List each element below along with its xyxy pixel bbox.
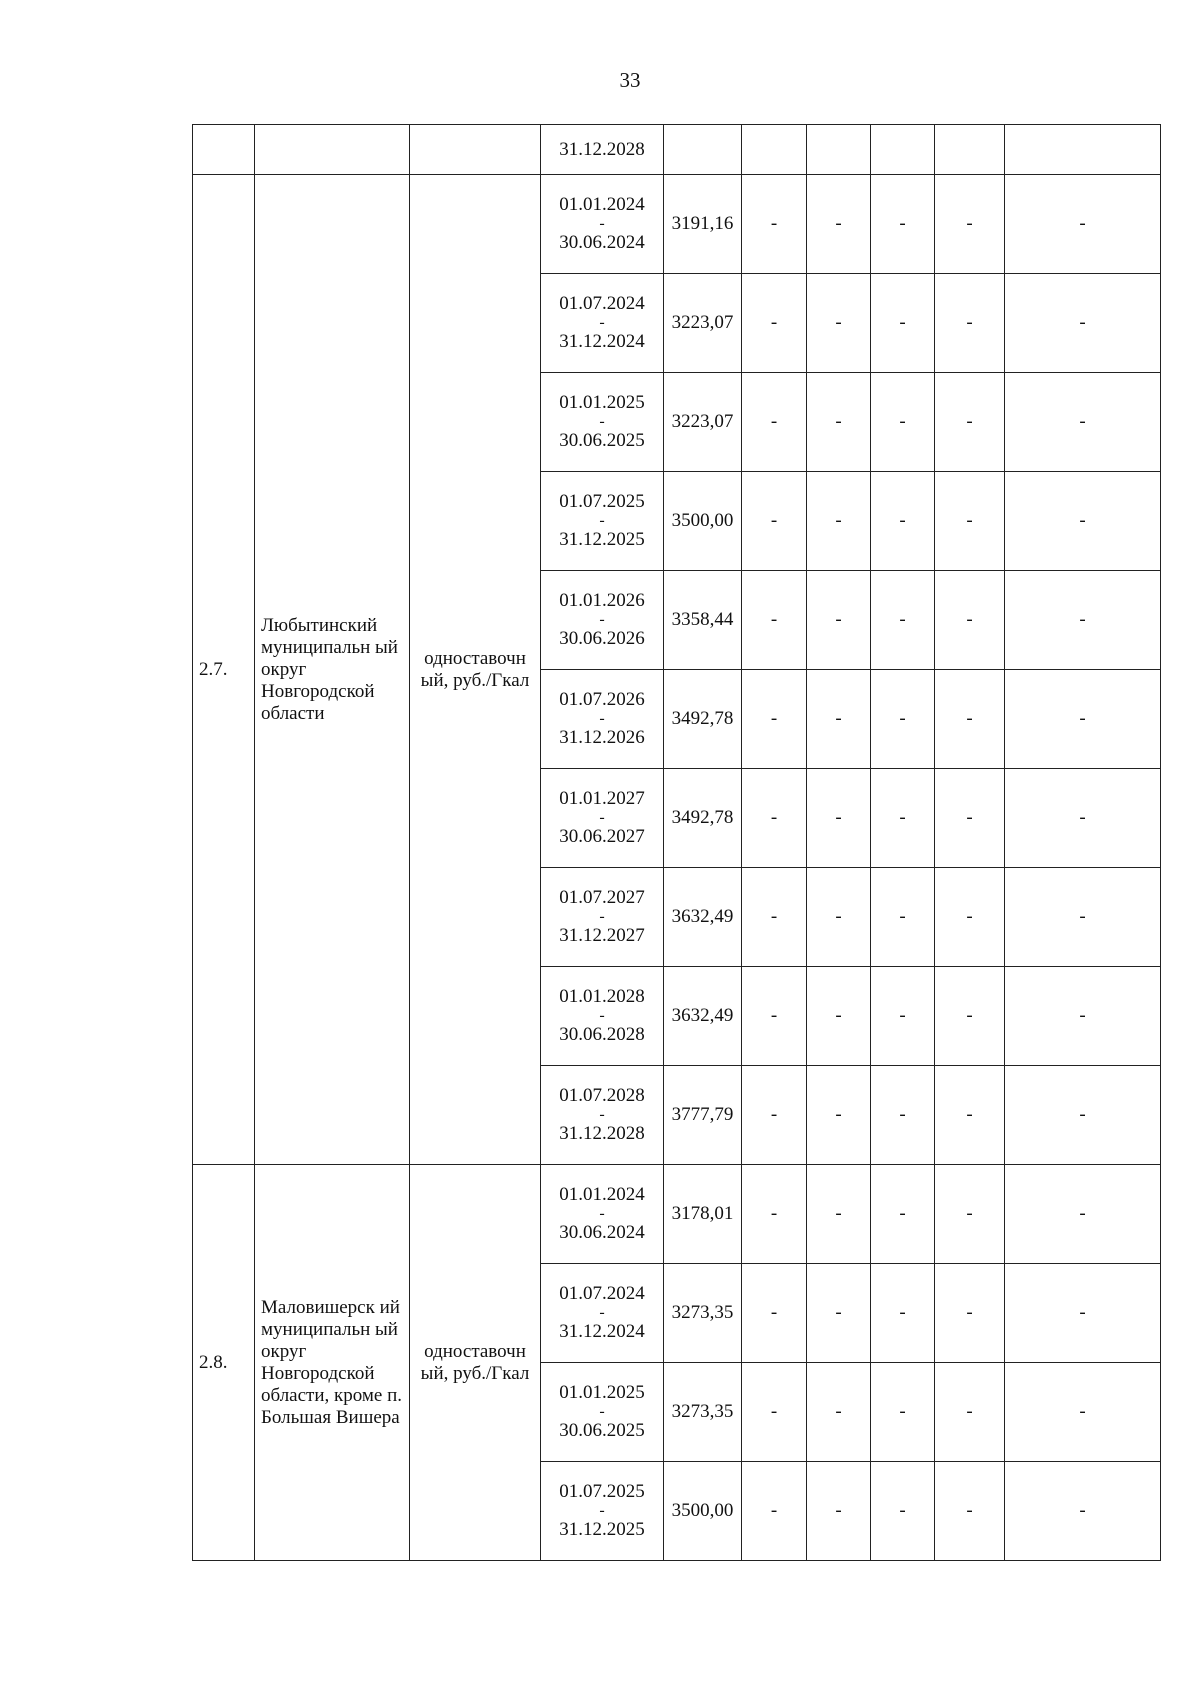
period-from: 01.01.2024 — [559, 194, 645, 215]
empty-value-cell: - — [807, 1462, 871, 1561]
section-number: 2.8. — [193, 1165, 255, 1561]
empty-value-cell: - — [742, 472, 807, 571]
period-cell — [541, 373, 664, 472]
period-separator: - — [599, 512, 605, 529]
empty-value-cell: - — [871, 1462, 935, 1561]
empty-value-cell: - — [742, 274, 807, 373]
period-cell — [541, 769, 664, 868]
cell-extra — [871, 125, 935, 175]
cell-extra — [935, 125, 1005, 175]
period-to: 31.12.2027 — [559, 925, 645, 946]
empty-value-cell: - — [935, 571, 1005, 670]
empty-value-cell: - — [1005, 175, 1161, 274]
period-from: 01.01.2024 — [559, 1184, 645, 1205]
empty-value-cell: - — [935, 1462, 1005, 1561]
empty-value-cell: - — [935, 1165, 1005, 1264]
empty-value-cell: - — [742, 868, 807, 967]
tariff-value: 3273,35 — [664, 1363, 742, 1462]
section-name: Маловишерск ий муниципальн ый округ Новгородской области, кроме п. Большая Вишера — [255, 1165, 410, 1561]
period-from: 01.07.2026 — [559, 689, 645, 710]
tariff-table — [192, 124, 1161, 1561]
tariff-value: 3492,78 — [664, 670, 742, 769]
empty-value-cell: - — [742, 1462, 807, 1561]
empty-value-cell: - — [742, 769, 807, 868]
empty-value-cell: - — [1005, 670, 1161, 769]
period-from: 01.01.2025 — [559, 1382, 645, 1403]
period-separator: - — [599, 710, 605, 727]
tariff-type: одноставочн ый, руб./Гкал — [410, 1165, 541, 1561]
period-to: 31.12.2028 — [559, 1123, 645, 1144]
empty-value-cell: - — [1005, 967, 1161, 1066]
tariff-type: одноставочн ый, руб./Гкал — [410, 175, 541, 1165]
period-cell — [541, 472, 664, 571]
empty-value-cell: - — [871, 868, 935, 967]
empty-value-cell: - — [742, 967, 807, 1066]
period-cell — [541, 1066, 664, 1165]
period-from: 01.01.2026 — [559, 590, 645, 611]
period-separator: - — [599, 314, 605, 331]
empty-value-cell: - — [1005, 1165, 1161, 1264]
page-number: 33 — [619, 68, 641, 92]
period-from: 01.01.2028 — [559, 986, 645, 1007]
empty-value-cell: - — [1005, 868, 1161, 967]
empty-value-cell: - — [871, 175, 935, 274]
empty-value-cell: - — [871, 1066, 935, 1165]
empty-value-cell: - — [871, 670, 935, 769]
cell-period: 31.12.2028 — [541, 125, 664, 175]
period-to: 30.06.2024 — [559, 1222, 645, 1243]
period-separator: - — [599, 1205, 605, 1222]
period-to: 30.06.2027 — [559, 826, 645, 847]
period-to: 31.12.2026 — [559, 727, 645, 748]
empty-value-cell: - — [871, 769, 935, 868]
empty-value-cell: - — [871, 373, 935, 472]
period-cell — [541, 571, 664, 670]
tariff-value: 3223,07 — [664, 274, 742, 373]
cell-value — [664, 125, 742, 175]
period-to: 30.06.2026 — [559, 628, 645, 649]
period-from: 01.01.2025 — [559, 392, 645, 413]
section-name: Любытинский муниципальн ый округ Новгородской области — [255, 175, 410, 1165]
empty-value-cell: - — [742, 175, 807, 274]
empty-value-cell: - — [1005, 571, 1161, 670]
empty-value-cell: - — [742, 571, 807, 670]
empty-value-cell: - — [742, 373, 807, 472]
empty-value-cell: - — [871, 967, 935, 1066]
period-to: 31.12.2025 — [559, 529, 645, 550]
tariff-value: 3178,01 — [664, 1165, 742, 1264]
empty-value-cell: - — [742, 1264, 807, 1363]
empty-value-cell: - — [807, 1363, 871, 1462]
empty-value-cell: - — [1005, 1066, 1161, 1165]
tariff-value: 3500,00 — [664, 472, 742, 571]
empty-value-cell: - — [1005, 1264, 1161, 1363]
period-separator: - — [599, 1106, 605, 1123]
period-cell — [541, 274, 664, 373]
empty-value-cell: - — [871, 472, 935, 571]
period-to: 31.12.2024 — [559, 331, 645, 352]
period-cell — [541, 1165, 664, 1264]
period-from: 01.07.2024 — [559, 1283, 645, 1304]
period-from: 01.07.2024 — [559, 293, 645, 314]
period-separator: - — [599, 1304, 605, 1321]
empty-value-cell: - — [871, 1165, 935, 1264]
empty-value-cell: - — [935, 967, 1005, 1066]
period-to: 30.06.2024 — [559, 232, 645, 253]
table-row-continuation — [193, 125, 1161, 175]
empty-value-cell: - — [742, 1165, 807, 1264]
period-separator: - — [599, 1403, 605, 1420]
tariff-value: 3500,00 — [664, 1462, 742, 1561]
empty-value-cell: - — [935, 175, 1005, 274]
period-to: 30.06.2025 — [559, 1420, 645, 1441]
table-row — [193, 175, 1161, 274]
period-to: 30.06.2028 — [559, 1024, 645, 1045]
tariff-value: 3632,49 — [664, 967, 742, 1066]
period-to: 31.12.2024 — [559, 1321, 645, 1342]
empty-value-cell: - — [807, 274, 871, 373]
period-cell — [541, 670, 664, 769]
period-separator: - — [599, 1502, 605, 1519]
empty-value-cell: - — [807, 868, 871, 967]
empty-value-cell: - — [807, 472, 871, 571]
period-cell — [541, 1264, 664, 1363]
tariff-value: 3492,78 — [664, 769, 742, 868]
empty-value-cell: - — [807, 1264, 871, 1363]
empty-value-cell: - — [1005, 1462, 1161, 1561]
empty-value-cell: - — [935, 1066, 1005, 1165]
period-separator: - — [599, 611, 605, 628]
period-cell — [541, 1363, 664, 1462]
period-from: 01.07.2028 — [559, 1085, 645, 1106]
empty-value-cell: - — [807, 967, 871, 1066]
tariff-table-body — [193, 125, 1161, 1561]
period-cell — [541, 868, 664, 967]
empty-value-cell: - — [742, 1363, 807, 1462]
period-from: 01.01.2027 — [559, 788, 645, 809]
table-row — [193, 1165, 1161, 1264]
empty-value-cell: - — [742, 1066, 807, 1165]
tariff-value: 3632,49 — [664, 868, 742, 967]
empty-value-cell: - — [935, 769, 1005, 868]
empty-value-cell: - — [935, 1363, 1005, 1462]
tariff-value: 3223,07 — [664, 373, 742, 472]
period-separator: - — [599, 413, 605, 430]
period-cell — [541, 967, 664, 1066]
empty-value-cell: - — [871, 274, 935, 373]
cell-name — [255, 125, 410, 175]
empty-value-cell: - — [807, 670, 871, 769]
empty-value-cell: - — [935, 1264, 1005, 1363]
tariff-value: 3358,44 — [664, 571, 742, 670]
section-number: 2.7. — [193, 175, 255, 1165]
empty-value-cell: - — [807, 769, 871, 868]
period-cell — [541, 175, 664, 274]
empty-value-cell: - — [935, 274, 1005, 373]
empty-value-cell: - — [807, 1165, 871, 1264]
tariff-value: 3777,79 — [664, 1066, 742, 1165]
period-to: 30.06.2025 — [559, 430, 645, 451]
tariff-value: 3273,35 — [664, 1264, 742, 1363]
empty-value-cell: - — [807, 373, 871, 472]
empty-value-cell: - — [871, 571, 935, 670]
empty-value-cell: - — [935, 670, 1005, 769]
cell-extra — [807, 125, 871, 175]
cell-extra — [1005, 125, 1161, 175]
period-from: 01.07.2025 — [559, 491, 645, 512]
empty-value-cell: - — [742, 670, 807, 769]
empty-value-cell: - — [935, 868, 1005, 967]
period-cell — [541, 1462, 664, 1561]
empty-value-cell: - — [807, 175, 871, 274]
empty-value-cell: - — [935, 472, 1005, 571]
empty-value-cell: - — [807, 571, 871, 670]
cell-extra — [742, 125, 807, 175]
empty-value-cell: - — [1005, 373, 1161, 472]
tariff-value: 3191,16 — [664, 175, 742, 274]
period-from: 01.07.2025 — [559, 1481, 645, 1502]
cell-type — [410, 125, 541, 175]
empty-value-cell: - — [935, 373, 1005, 472]
period-separator: - — [599, 215, 605, 232]
period-separator: - — [599, 809, 605, 826]
period-to: 31.12.2025 — [559, 1519, 645, 1540]
empty-value-cell: - — [871, 1264, 935, 1363]
empty-value-cell: - — [807, 1066, 871, 1165]
period-from: 01.07.2027 — [559, 887, 645, 908]
empty-value-cell: - — [1005, 472, 1161, 571]
period-separator: - — [599, 908, 605, 925]
empty-value-cell: - — [1005, 769, 1161, 868]
empty-value-cell: - — [1005, 1363, 1161, 1462]
empty-value-cell: - — [1005, 274, 1161, 373]
empty-value-cell: - — [871, 1363, 935, 1462]
cell-num — [193, 125, 255, 175]
period-separator: - — [599, 1007, 605, 1024]
